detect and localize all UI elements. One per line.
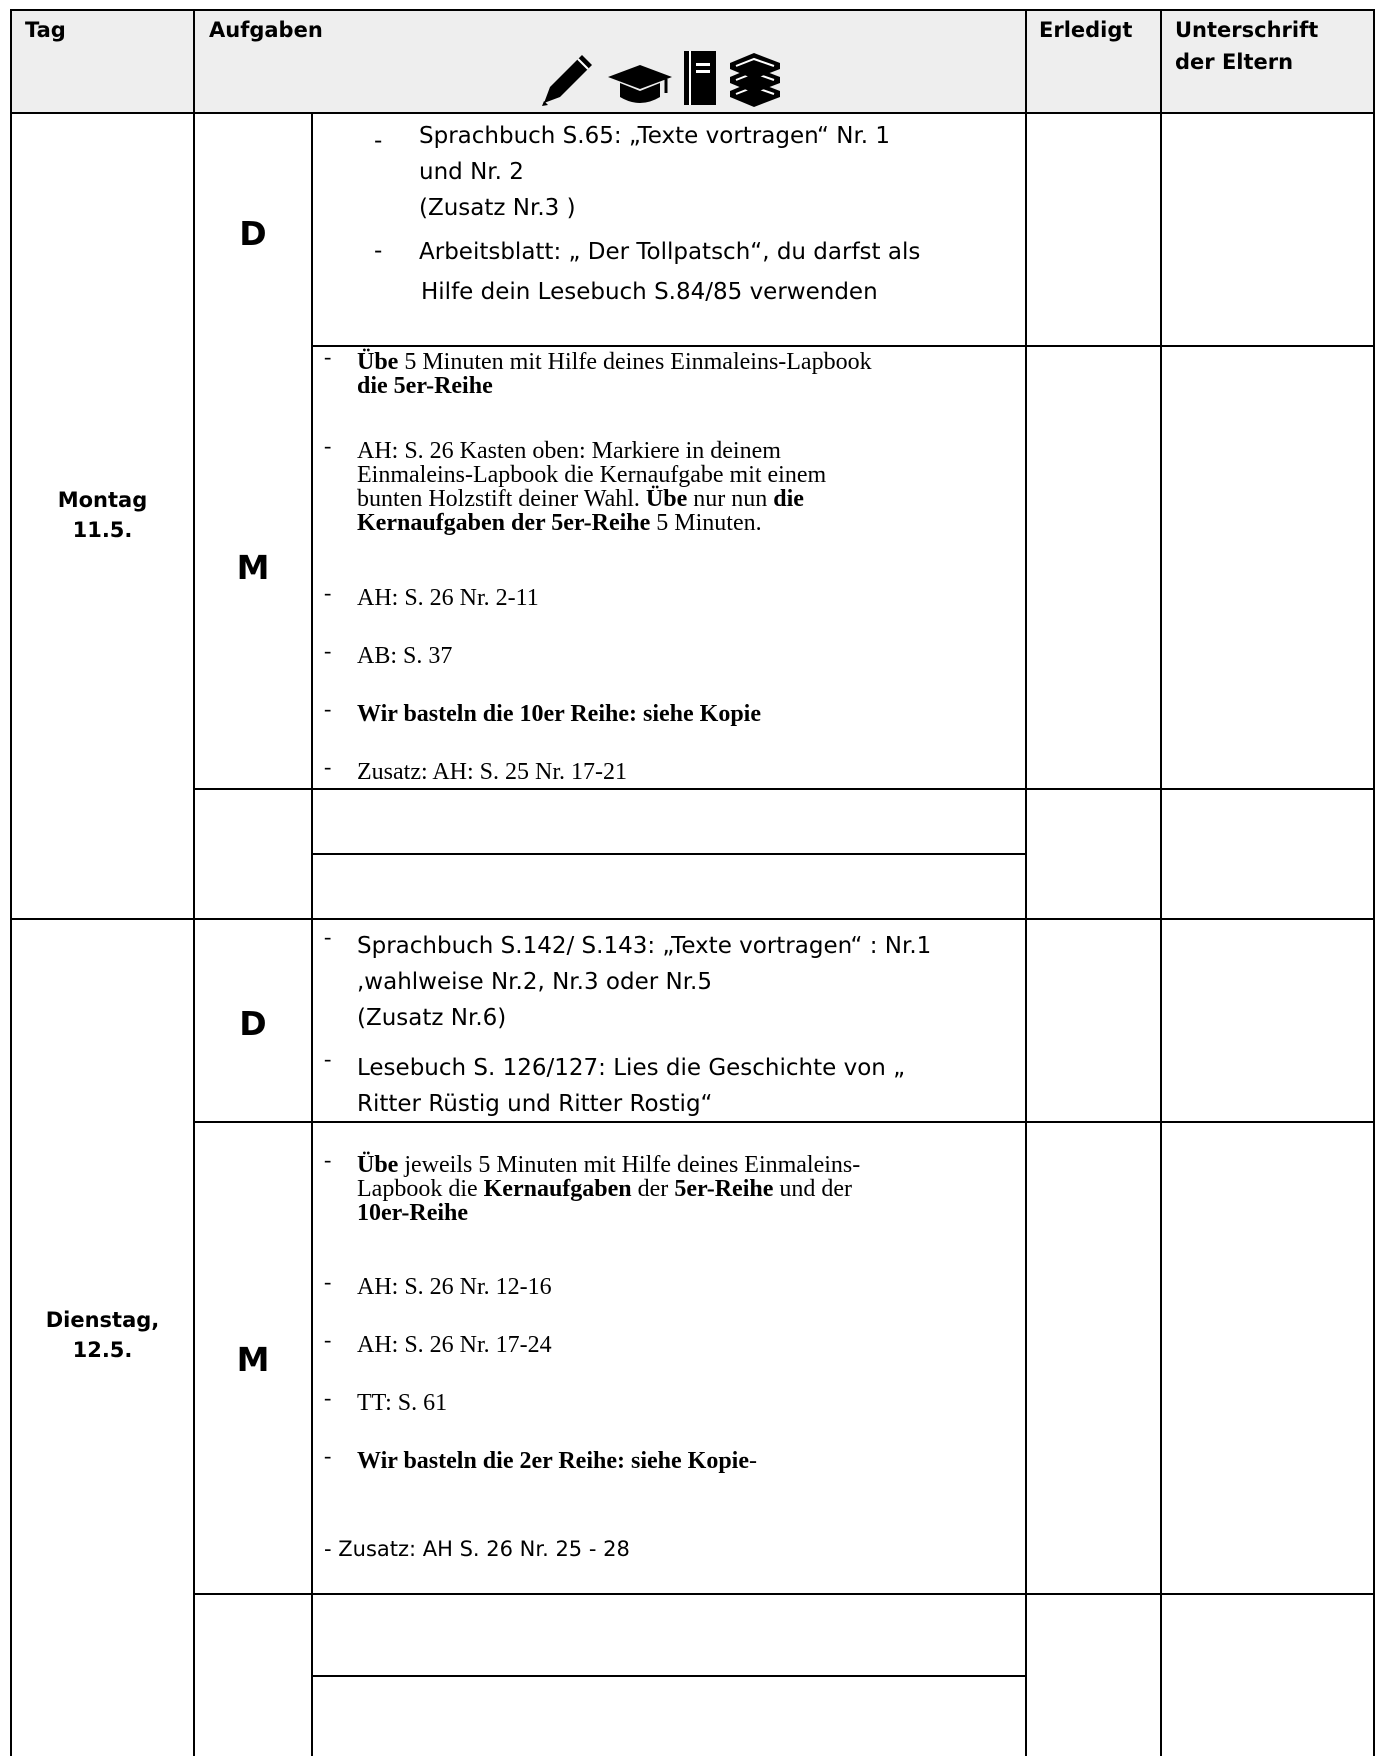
pencil-icon <box>540 51 598 112</box>
bullet-dash: - <box>324 1269 332 1294</box>
task-text: die 5er-Reihe <box>357 373 493 399</box>
task-text: AH: S. 26 Nr. 2-11 <box>357 585 539 611</box>
column-header-tag: Tag <box>25 18 66 42</box>
notebook-icon <box>682 49 718 112</box>
bullet-dash: - <box>324 638 332 663</box>
task-text: Hilfe dein Lesebuch S.84/85 verwenden <box>421 279 878 305</box>
subject-label-mathe: M <box>236 548 270 587</box>
day-name: Dienstag, <box>45 1308 160 1332</box>
bullet-dash: - <box>324 1443 332 1468</box>
row-divider <box>311 853 1026 855</box>
task-text: Sprachbuch S.65: „Texte vortragen“ Nr. 1 <box>419 123 891 149</box>
task-text: ,wahlweise Nr.2, Nr.3 oder Nr.5 <box>357 969 712 995</box>
bullet-dash: - <box>324 433 332 458</box>
task-text: Wir basteln die 10er Reihe: siehe Kopie <box>357 701 761 727</box>
day-name: Montag <box>57 488 148 512</box>
bullet-dash: - <box>324 1147 332 1172</box>
task-text: 10er-Reihe <box>357 1200 469 1226</box>
column-divider <box>1025 9 1027 1756</box>
task-text: (Zusatz Nr.6) <box>357 1005 507 1031</box>
column-header-unterschrift: Unterschrift <box>1175 18 1319 42</box>
bullet-dash: - <box>324 924 332 949</box>
task-text: - Zusatz: AH S. 26 Nr. 25 - 28 <box>324 1537 630 1561</box>
subject-label-deutsch: D <box>239 214 267 253</box>
bullet-dash: - <box>374 128 383 154</box>
task-text: Lesebuch S. 126/127: Lies die Geschichte von „ <box>357 1055 906 1081</box>
bullet-dash: - <box>324 344 332 369</box>
bullet-dash: - <box>324 1327 332 1352</box>
task-text: Übe jeweils 5 Minuten mit Hilfe deines Einmaleins- <box>357 1152 861 1178</box>
books-stack-icon <box>726 51 784 112</box>
task-text: Übe 5 Minuten mit Hilfe deines Einmaleins-Lapbook <box>357 349 872 375</box>
table-border-top <box>10 9 1375 11</box>
row-divider <box>194 788 1375 790</box>
task-text: Wir basteln die 2er Reihe: siehe Kopie- <box>357 1448 757 1474</box>
column-header-unterschrift-line2: der Eltern <box>1175 50 1294 74</box>
task-text: TT: S. 61 <box>357 1390 448 1416</box>
row-divider <box>311 345 1375 347</box>
task-text: und Nr. 2 <box>419 159 524 185</box>
task-text: Einmaleins-Lapbook die Kernaufgabe mit einem <box>357 462 827 488</box>
day-label <box>12 485 193 545</box>
column-header-aufgaben: Aufgaben <box>209 18 323 42</box>
bullet-dash: - <box>324 1046 332 1071</box>
task-text: AH: S. 26 Nr. 17-24 <box>357 1332 552 1358</box>
task-text: AH: S. 26 Nr. 12-16 <box>357 1274 552 1300</box>
graduation-cap-icon <box>606 59 674 112</box>
column-divider <box>193 9 195 1756</box>
day-date: 12.5. <box>72 1338 133 1362</box>
table-border-left <box>10 9 12 1756</box>
day-label <box>12 1305 193 1365</box>
task-text: Zusatz: AH: S. 25 Nr. 17-21 <box>357 759 627 785</box>
task-text: AB: S. 37 <box>357 643 453 669</box>
task-text: AH: S. 26 Kasten oben: Markiere in deinem <box>357 438 781 464</box>
bullet-dash: - <box>374 238 383 264</box>
task-text: Lapbook die Kernaufgaben der 5er-Reihe und der <box>357 1176 853 1202</box>
subject-label-mathe: M <box>236 1340 270 1379</box>
task-text: Kernaufgaben der 5er-Reihe 5 Minuten. <box>357 510 762 536</box>
task-text: (Zusatz Nr.3 ) <box>419 195 576 221</box>
day-divider <box>10 918 1375 920</box>
row-divider <box>194 1593 1375 1595</box>
column-divider <box>311 112 313 1756</box>
task-text: Arbeitsblatt: „ Der Tollpatsch“, du darfst als <box>419 239 921 265</box>
bullet-dash: - <box>324 754 332 779</box>
bullet-dash: - <box>324 580 332 605</box>
row-divider <box>311 1675 1026 1677</box>
task-text: Ritter Rüstig und Ritter Rostig“ <box>357 1091 713 1117</box>
bullet-dash: - <box>324 696 332 721</box>
column-divider <box>1160 9 1162 1756</box>
subject-label-deutsch: D <box>239 1004 267 1043</box>
task-text: Sprachbuch S.142/ S.143: „Texte vortragen“ : Nr.1 <box>357 933 932 959</box>
header-icon-group <box>540 52 784 112</box>
task-text: bunten Holzstift deiner Wahl. Übe nur nun die <box>357 486 804 512</box>
bullet-dash: - <box>324 1385 332 1410</box>
day-date: 11.5. <box>72 518 133 542</box>
column-header-erledigt: Erledigt <box>1039 18 1133 42</box>
header-bottom-border <box>10 112 1375 114</box>
